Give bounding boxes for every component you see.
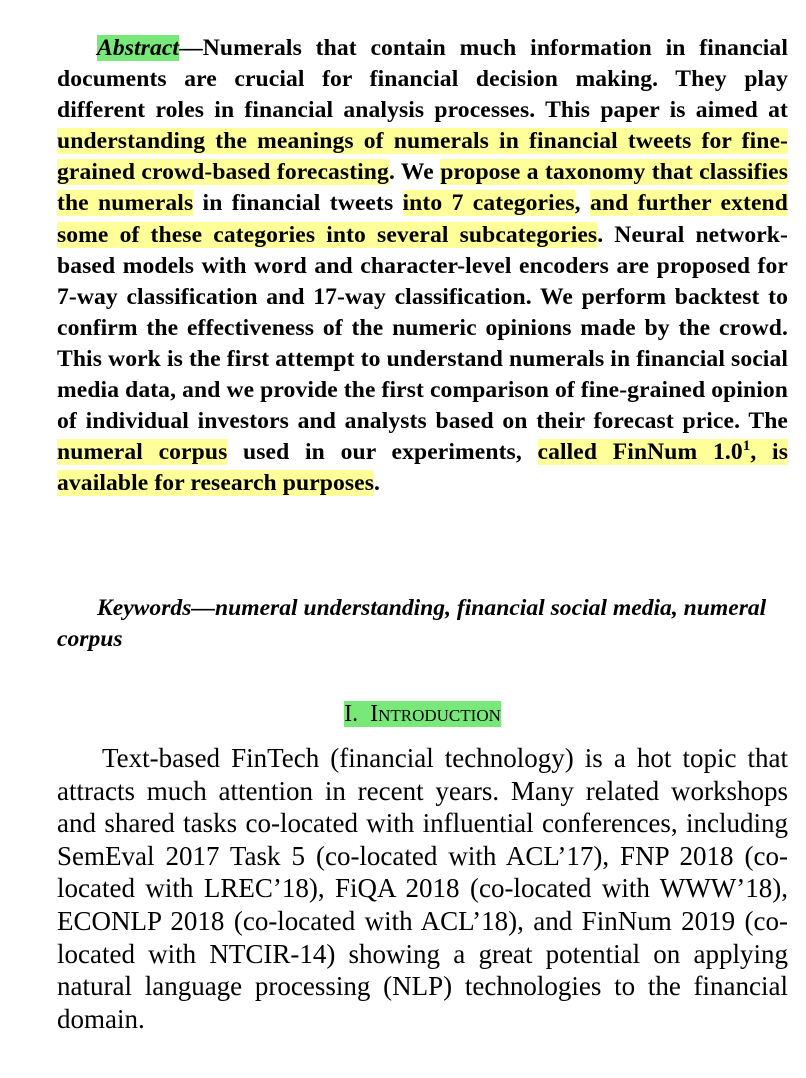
highlight-taxonomy: propose a taxonomy that classifies the numerals	[57, 159, 788, 217]
section-heading-highlight	[344, 701, 501, 727]
finnum-availability: , is available for research purposes	[57, 439, 788, 497]
highlight-numeral-corpus: numeral corpus	[57, 439, 228, 466]
highlight-understanding: understanding the meanings of numerals in financial tweets for fine-grained crowd-based forecasting	[57, 128, 788, 186]
section-number: I.	[344, 701, 359, 727]
abstract-dash: —	[179, 35, 203, 61]
abstract-text-6: used in our experiments,	[227, 439, 538, 466]
abstract-text-4: ,	[574, 190, 590, 217]
abstract-text-3: in financial tweets	[193, 190, 403, 217]
section-heading	[0, 698, 806, 730]
highlight-categories: into 7 categories	[402, 190, 575, 217]
abstract-paragraph	[57, 33, 788, 499]
abstract-label: Abstract	[97, 35, 180, 61]
footnote-marker[interactable]: 1	[742, 438, 751, 455]
section-title: Introduction	[370, 701, 501, 727]
abstract-text-5: . Neural network-based models with word and character-level encoders are proposed for 7-way classification and 17-way classification. We perform backtest to confirm the effectiveness of the numeric opinions made by the crowd. This work is the first attempt to understand numerals in financial social media data, and we provide the first comparison of fine-grained opinion of individual investors and analysts based on their forecast price. The	[57, 221, 788, 435]
abstract-text-7: .	[374, 470, 381, 497]
highlight-subcategories: and further extend some of these categories into several subcategories	[57, 190, 788, 248]
abstract-text-1: Numerals that contain much information in financial documents are crucial for financial decision making. They play different roles in financial analysis processes. This paper is aimed at	[57, 35, 788, 124]
intro-paragraph: Text-based FinTech (financial technology) is a hot topic that attracts much attention in recent years. Many related workshops and shared tasks co-located with influential conferences, including SemEval 2017 Task 5 (co-located with ACL’17), FNP 2018 (co-located with LREC’18), FiQA 2018 (co-located with WWW’18), ECONLP 2018 (co-located with ACL’18), and FinNum 2019 (co-located with NTCIR-14) showing a great potential on applying natural language processing (NLP) technologies to the financial domain.	[57, 743, 788, 1034]
abstract-text-2: . We	[388, 159, 441, 186]
finnum-name: called FinNum 1.0	[537, 439, 743, 466]
keywords-paragraph: Keywords—numeral understanding, financial social media, numeral corpus	[57, 595, 767, 653]
